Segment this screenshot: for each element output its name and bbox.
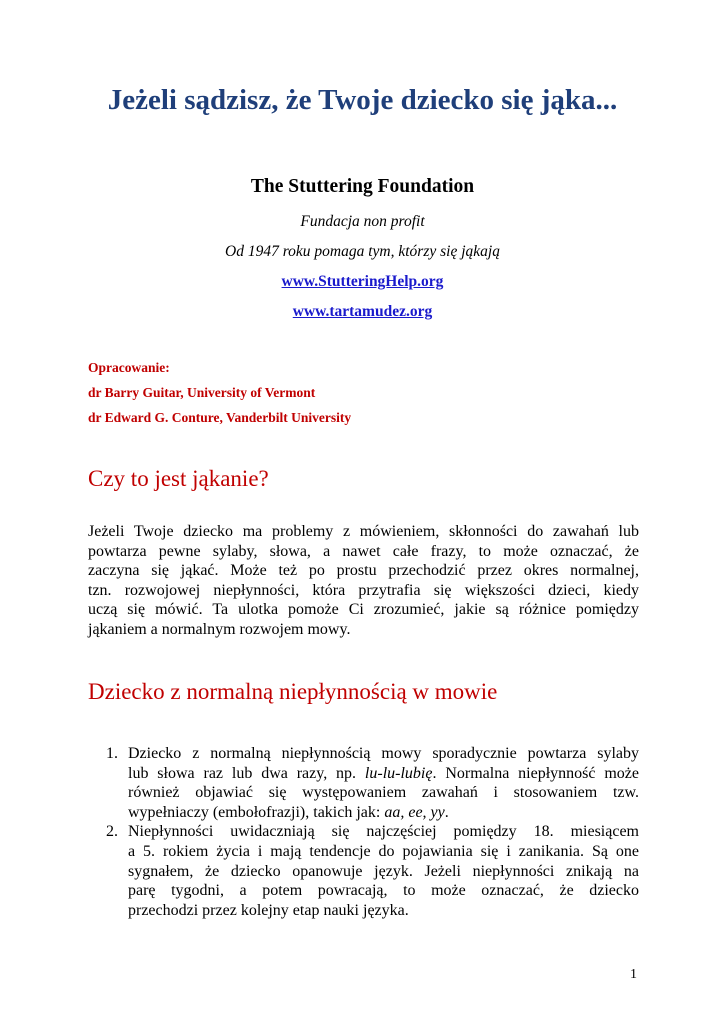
list-line (128, 764, 639, 784)
section1-paragraph (88, 522, 639, 640)
credits-author-1: dr Barry Guitar, University of Vermont (88, 385, 316, 400)
list-line-text: wypełniaczy (embołofrazji), takich jak: (128, 803, 385, 821)
subtitle-since-1947: Od 1947 roku pomaga tym, którzy się jąkają (225, 243, 500, 260)
paragraph-line: powtarza pewne sylaby, słowa, a nawet całe frazy, to może oznaczać, że (88, 542, 639, 560)
list-line: Dziecko z normalną niepłynnością mowy sporadycznie powtarza sylaby (128, 745, 639, 762)
list-line: a 5. rokiem życia i mają tendencje do pojawiania się i zanikania. Są one (128, 842, 639, 860)
document-title: Jeżeli sądzisz, że Twoje dziecko się jąka... (107, 84, 618, 116)
list-line: sygnałem, że dziecko opanowuje język. Jeżeli niepłynności znikają na (128, 862, 639, 880)
stutteringhelp-link[interactable]: www.StutteringHelp.org (281, 273, 444, 290)
list-item-number: 1. (106, 745, 118, 762)
list-item (88, 822, 639, 920)
list-line (128, 803, 639, 823)
section-heading-is-it-stuttering: Czy to jest jąkanie? (88, 466, 269, 491)
list-line: przechodzi przez kolejny etap nauki języka. (128, 901, 409, 919)
list-item-number: 2. (106, 823, 118, 841)
subtitle-nonprofit: Fundacja non profit (300, 213, 425, 230)
page-number: 1 (630, 967, 637, 982)
organization-name: The Stuttering Foundation (250, 176, 475, 197)
link-row-1 (0, 273, 725, 291)
paragraph-line: Jeżeli Twoje dziecko ma problemy z mówieniem, skłonności do zawahań lub (88, 523, 639, 540)
tartamudez-link[interactable]: www.tartamudez.org (292, 303, 433, 320)
link-row-2 (0, 303, 725, 321)
credits-label: Opracowanie: (88, 360, 170, 375)
paragraph-line: jąkaniem a normalnym rozwojem mowy. (88, 620, 351, 638)
list-line-text: lub słowa raz lub dwa razy, np. (128, 764, 365, 782)
list-item (88, 744, 639, 822)
list-line-text: . (444, 803, 449, 821)
paragraph-line: zaczyna się jąkać. Może też po prostu przechodzić przez okres normalnej, (88, 562, 639, 580)
list-line: parę tygodni, a potem powracają, to może oznaczać, że dziecko (128, 882, 639, 900)
credits-author-2: dr Edward G. Conture, Vanderbilt University (88, 410, 352, 425)
numbered-list (88, 744, 639, 920)
paragraph-line: uczą się mówić. Ta ulotka pomoże Ci zrozumieć, jakie są różnice pomiędzy (88, 601, 639, 619)
paragraph-line: tzn. rozwojowej niepłynności, która przytrafia się większości dzieci, kiedy (88, 581, 639, 599)
example-italic: lu-lu-lubię (364, 764, 433, 782)
section-heading-normal-disfluency: Dziecko z normalną niepłynnością w mowie (88, 679, 498, 704)
list-line: Niepłynności uwidaczniają się najczęściej pomiędzy 18. miesiącem (128, 823, 639, 841)
list-line: również objawiać się występowaniem zawahań i stosowaniem tzw. (128, 784, 639, 802)
filler-examples-italic: aa, ee, yy (384, 803, 445, 821)
list-line-text: . Normalna niepłynność może (432, 764, 639, 782)
